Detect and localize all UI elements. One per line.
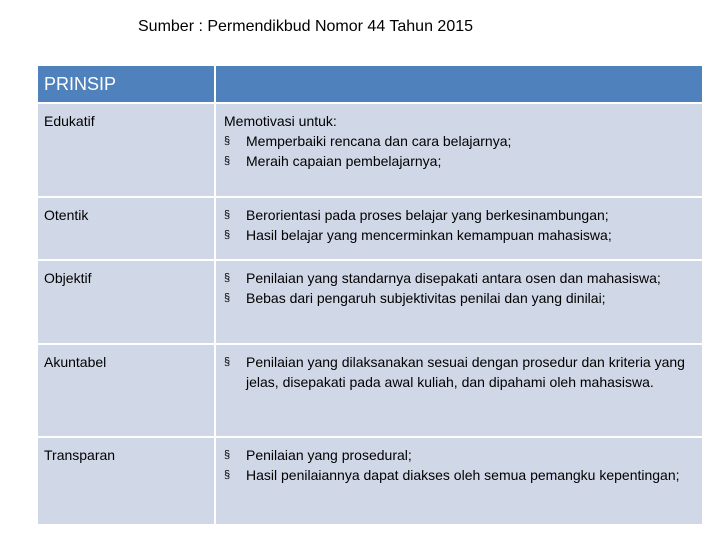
principle-description — [215, 260, 703, 344]
list-item-text: Penilaian yang standarnya disepakati antara osen dan mahasiswa; — [246, 270, 661, 286]
list-item — [224, 225, 696, 245]
bullet-icon: § — [224, 155, 231, 167]
list-item-text: Hasil penilaiannya dapat diakses oleh semua pemangku kepentingan; — [246, 467, 680, 483]
principle-label: Transparan — [37, 437, 215, 525]
principle-description — [215, 103, 703, 197]
list-item — [224, 445, 696, 465]
bullet-list — [224, 268, 696, 308]
table-header-row — [37, 65, 703, 103]
list-item — [224, 268, 696, 288]
list-item — [224, 131, 696, 151]
list-item-text: Hasil belajar yang mencerminkan kemampuan mahasiswa; — [246, 227, 612, 243]
list-item-text: Meraih capaian pembelajarnya; — [246, 153, 442, 169]
bullet-icon: § — [224, 209, 231, 221]
list-item — [224, 465, 696, 485]
list-item-text: Penilaian yang dilaksanakan sesuai dengan prosedur dan kriteria yang jelas, disepakati pada awal kuliah, dan dipahami oleh mahasiswa. — [246, 354, 685, 390]
principle-description — [215, 344, 703, 437]
table-row — [37, 260, 703, 344]
table-row — [37, 197, 703, 260]
bullet-icon: § — [224, 272, 231, 284]
table-row — [37, 103, 703, 197]
header-description — [215, 65, 703, 103]
bullet-icon: § — [224, 356, 231, 368]
bullet-list — [224, 131, 696, 171]
header-principle: PRINSIP — [37, 65, 215, 103]
bullet-list — [224, 352, 696, 392]
principle-label: Akuntabel — [37, 344, 215, 437]
bullet-list — [224, 445, 696, 485]
source-caption: Sumber : Permendikbud Nomor 44 Tahun 2015 — [138, 18, 474, 35]
list-item-text: Memperbaiki rencana dan cara belajarnya; — [246, 133, 512, 149]
description-intro: Memotivasi untuk: — [224, 113, 337, 129]
principle-description — [215, 437, 703, 525]
principle-description — [215, 197, 703, 260]
list-item-text: Berorientasi pada proses belajar yang berkesinambungan; — [246, 207, 609, 223]
bullet-icon: § — [224, 449, 231, 461]
principles-table — [36, 64, 704, 526]
bullet-icon: § — [224, 469, 231, 481]
principle-label: Otentik — [37, 197, 215, 260]
list-item — [224, 151, 696, 171]
principle-label: Edukatif — [37, 103, 215, 197]
bullet-icon: § — [224, 229, 231, 241]
bullet-icon: § — [224, 135, 231, 147]
list-item-text: Penilaian yang prosedural; — [246, 447, 412, 463]
list-item — [224, 205, 696, 225]
table-row — [37, 344, 703, 437]
bullet-list — [224, 205, 696, 245]
table-row — [37, 437, 703, 525]
principle-label: Objektif — [37, 260, 215, 344]
list-item-text: Bebas dari pengaruh subjektivitas penilai dan yang dinilai; — [246, 290, 606, 306]
list-item — [224, 352, 696, 392]
bullet-icon: § — [224, 292, 231, 304]
list-item — [224, 288, 696, 308]
